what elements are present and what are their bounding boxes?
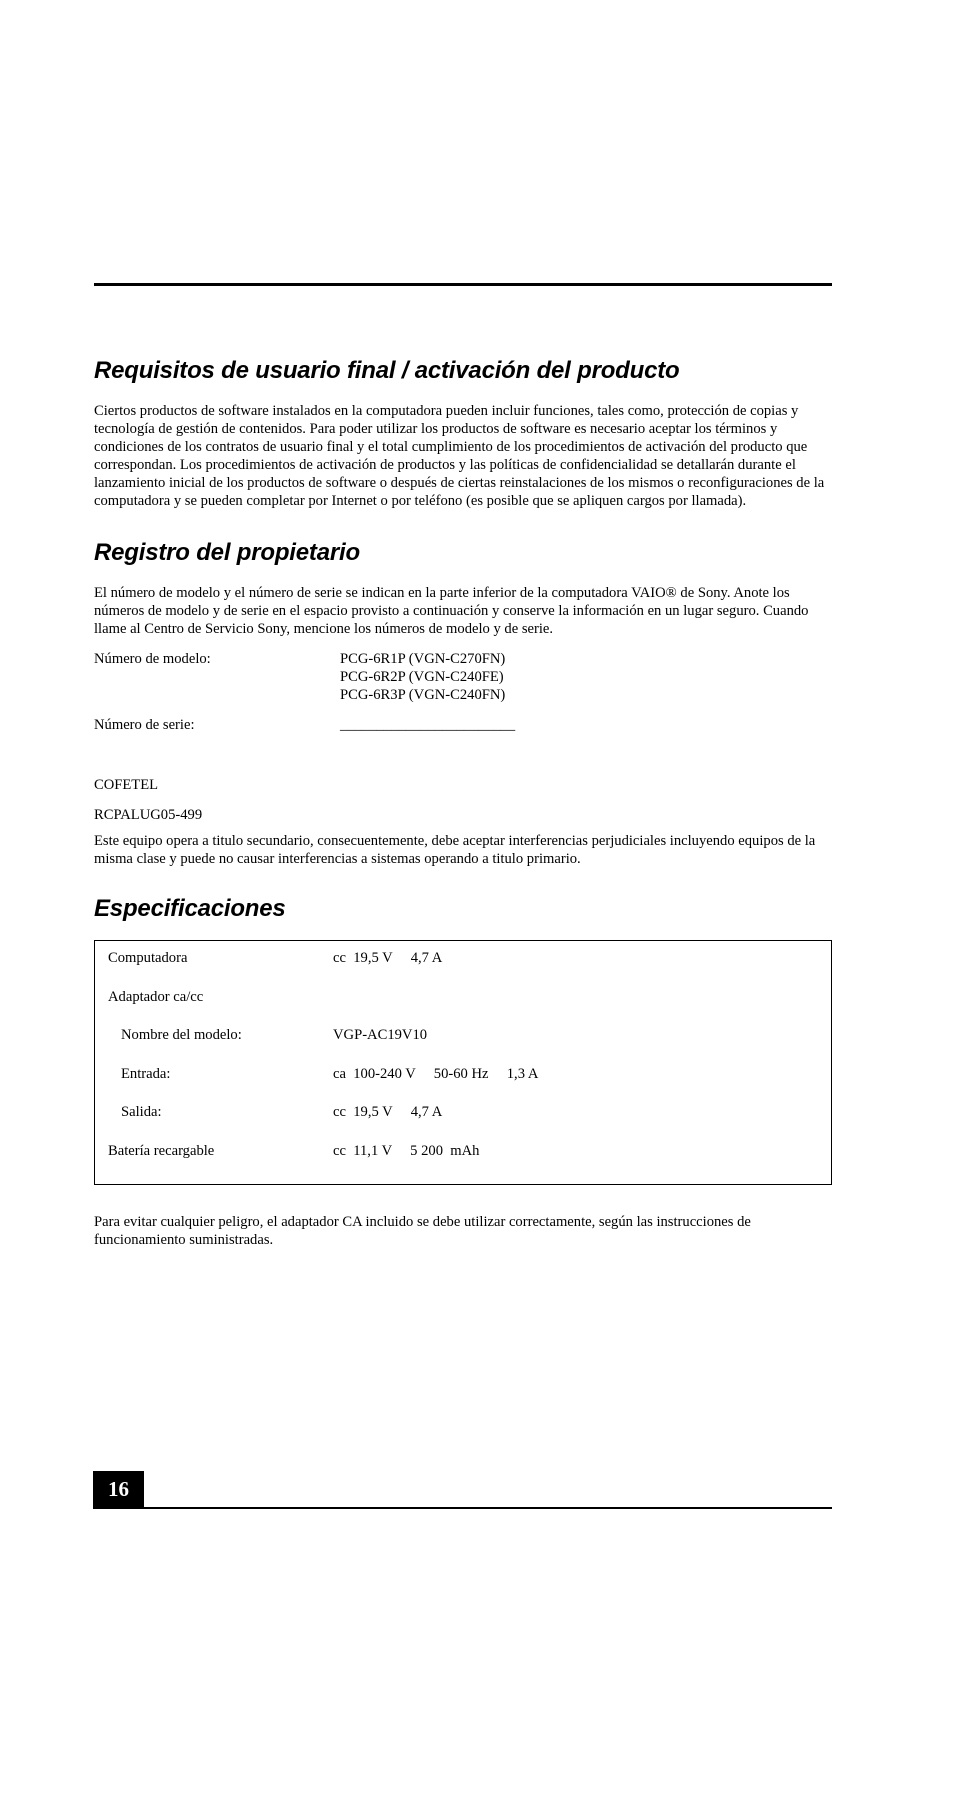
spec-label: Computadora — [108, 950, 188, 966]
section-heading-especificaciones: Especificaciones — [94, 895, 286, 922]
section-heading-requisitos: Requisitos de usuario final / activación del producto — [94, 357, 680, 384]
bottom-divider — [93, 1507, 832, 1509]
cofetel-label: COFETEL — [94, 777, 159, 793]
serial-number-blank: ________________________ — [340, 717, 516, 733]
serial-number-row — [94, 716, 832, 734]
spec-row — [95, 988, 831, 1027]
spec-label: Salida: — [121, 1104, 162, 1120]
spec-label: Nombre del modelo: — [121, 1027, 242, 1043]
spec-value: cc 19,5 V 4,7 A — [333, 950, 443, 966]
spec-row — [95, 949, 831, 988]
page-content — [94, 356, 832, 1249]
model-number-2: PCG-6R2P (VGN-C240FE) — [340, 669, 504, 685]
model-number-label: Número de modelo: — [94, 651, 211, 667]
safety-note: Para evitar cualquier peligro, el adaptador CA incluido se debe utilizar correctamente, según las instrucciones de funcionamiento suministradas. — [94, 1214, 751, 1248]
spec-row — [95, 1026, 831, 1065]
spec-value: ca 100-240 V 50-60 Hz 1,3 A — [333, 1065, 539, 1082]
specifications-section — [94, 894, 832, 1249]
serial-number-label: Número de serie: — [94, 717, 195, 733]
spec-label: Batería recargable — [108, 1142, 215, 1159]
model-number-3: PCG-6R3P (VGN-C240FN) — [340, 687, 506, 703]
spec-row — [95, 1103, 831, 1142]
spec-label: Adaptador ca/cc — [108, 988, 204, 1005]
model-number-row — [94, 650, 832, 704]
model-number-values — [340, 650, 505, 704]
top-divider — [94, 283, 832, 286]
registration-code: RCPALUG05-499 — [94, 807, 203, 823]
page-number: 16 — [93, 1471, 144, 1507]
model-number-1: PCG-6R1P (VGN-C270FN) — [340, 651, 506, 667]
specifications-table — [94, 940, 832, 1185]
spec-row — [95, 1065, 831, 1104]
spec-label: Entrada: — [121, 1065, 171, 1082]
section-heading-registro: Registro del propietario — [94, 539, 360, 566]
interference-notice: Este equipo opera a titulo secundario, consecuentemente, debe aceptar interferencias perjudiciales incluyendo equipos de la misma clase y puede no causar interferencias a sistemas operando a titulo primario. — [94, 833, 816, 867]
spec-value: cc 19,5 V 4,7 A — [333, 1104, 443, 1120]
requisitos-body: Ciertos productos de software instalados en la computadora pueden incluir funciones, tales como, protección de copias y tecnología de gestión de contenidos. Para poder utilizar los productos de software es necesario aceptar los términos y condiciones de los contratos de usuario final y el total cumplimiento de los procedimientos de activación del producto que correspondan. Los procedimientos de activación de productos y las políticas de confidencialidad se detallarán durante el lanzamiento inicial de los productos de software o después de ciertas reinstalaciones de los mismos o reconfiguraciones de la computadora y se pueden completar por Internet o por teléfono (es posible que se apliquen cargos por llamada). — [94, 403, 825, 509]
spec-row — [95, 1142, 831, 1181]
spec-value: cc 11,1 V 5 200 mAh — [333, 1142, 480, 1159]
registro-body: El número de modelo y el número de serie se indican en la parte inferior de la computadora VAIO® de Sony. Anote los números de modelo y de serie en el espacio provisto a continuación y conserve la información en un lugar seguro. Cuando llame al Centro de Servicio Sony, mencione los números de modelo y de serie. — [94, 585, 809, 637]
spec-value: VGP-AC19V10 — [333, 1027, 428, 1043]
